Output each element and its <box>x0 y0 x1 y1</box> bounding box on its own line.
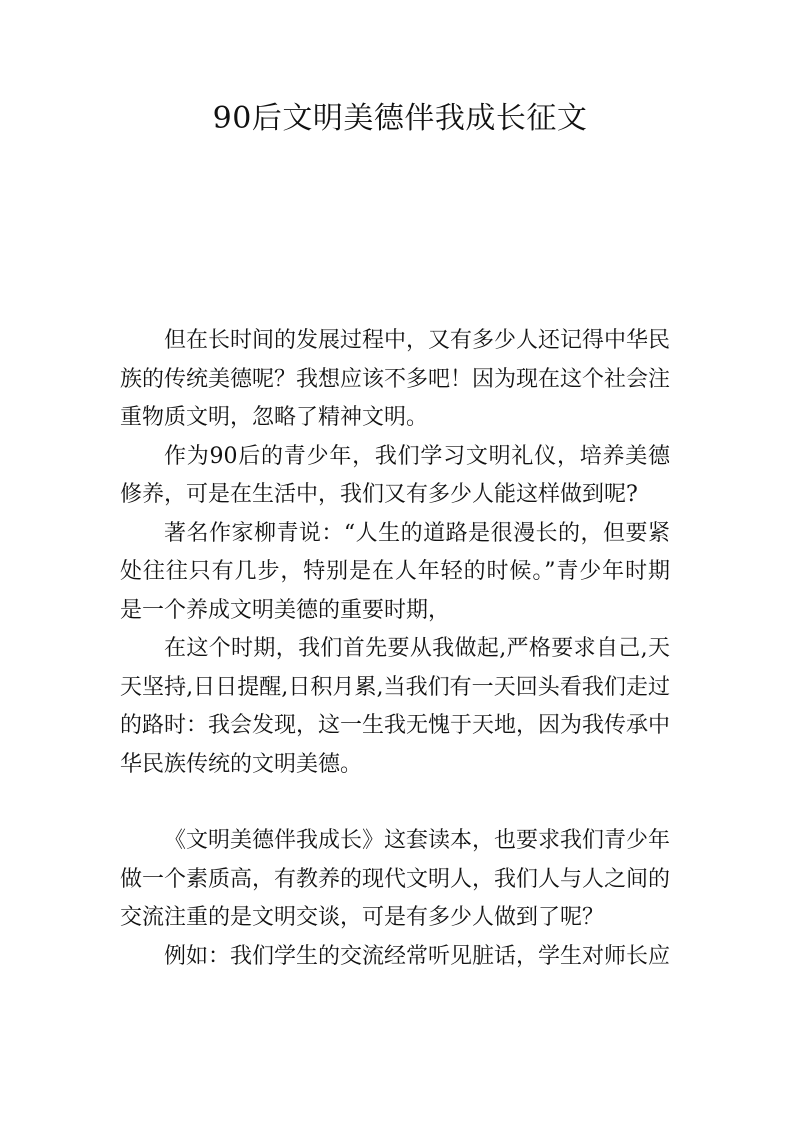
paragraph: 在这个时期，我们首先要从我做起,严格要求自己,天天坚持,日日提醒,日积月累,当我们有一天回头看我们走过的路时：我会发现，这一生我无愧于天地，因为我传承中华民族传统的文明美德。 <box>120 636 671 777</box>
paragraph: 作为90后的青少年，我们学习文明礼仪，培养美德修养，可是在生活中，我们又有多少人能这样做到呢? <box>120 443 670 507</box>
section-gap <box>120 784 670 822</box>
document-title: 90后文明美德伴我成长征文 <box>212 101 588 136</box>
paragraph: 著名作家柳青说：“人生的道路是很漫长的，但要紧处往往只有几步，特别是在人年轻的时候。”青少年时期是一个养成文明美德的重要时期， <box>120 520 670 623</box>
paragraph: 例如：我们学生的交流经常听见脏话，学生对师长应 <box>164 943 671 969</box>
paragraph: 《文明美德伴我成长》这套读本，也要求我们青少年做一个素质高，有教养的现代文明人，我们人与人之间的交流注重的是文明交谈，可是有多少人做到了呢？ <box>120 828 671 930</box>
document-body <box>120 322 670 976</box>
paragraph: 但在长时间的发展过程中，又有多少人还记得中华民族的传统美德呢？我想应该不多吧！因为现在这个社会注重物质文明，忽略了精神文明。 <box>120 328 671 430</box>
